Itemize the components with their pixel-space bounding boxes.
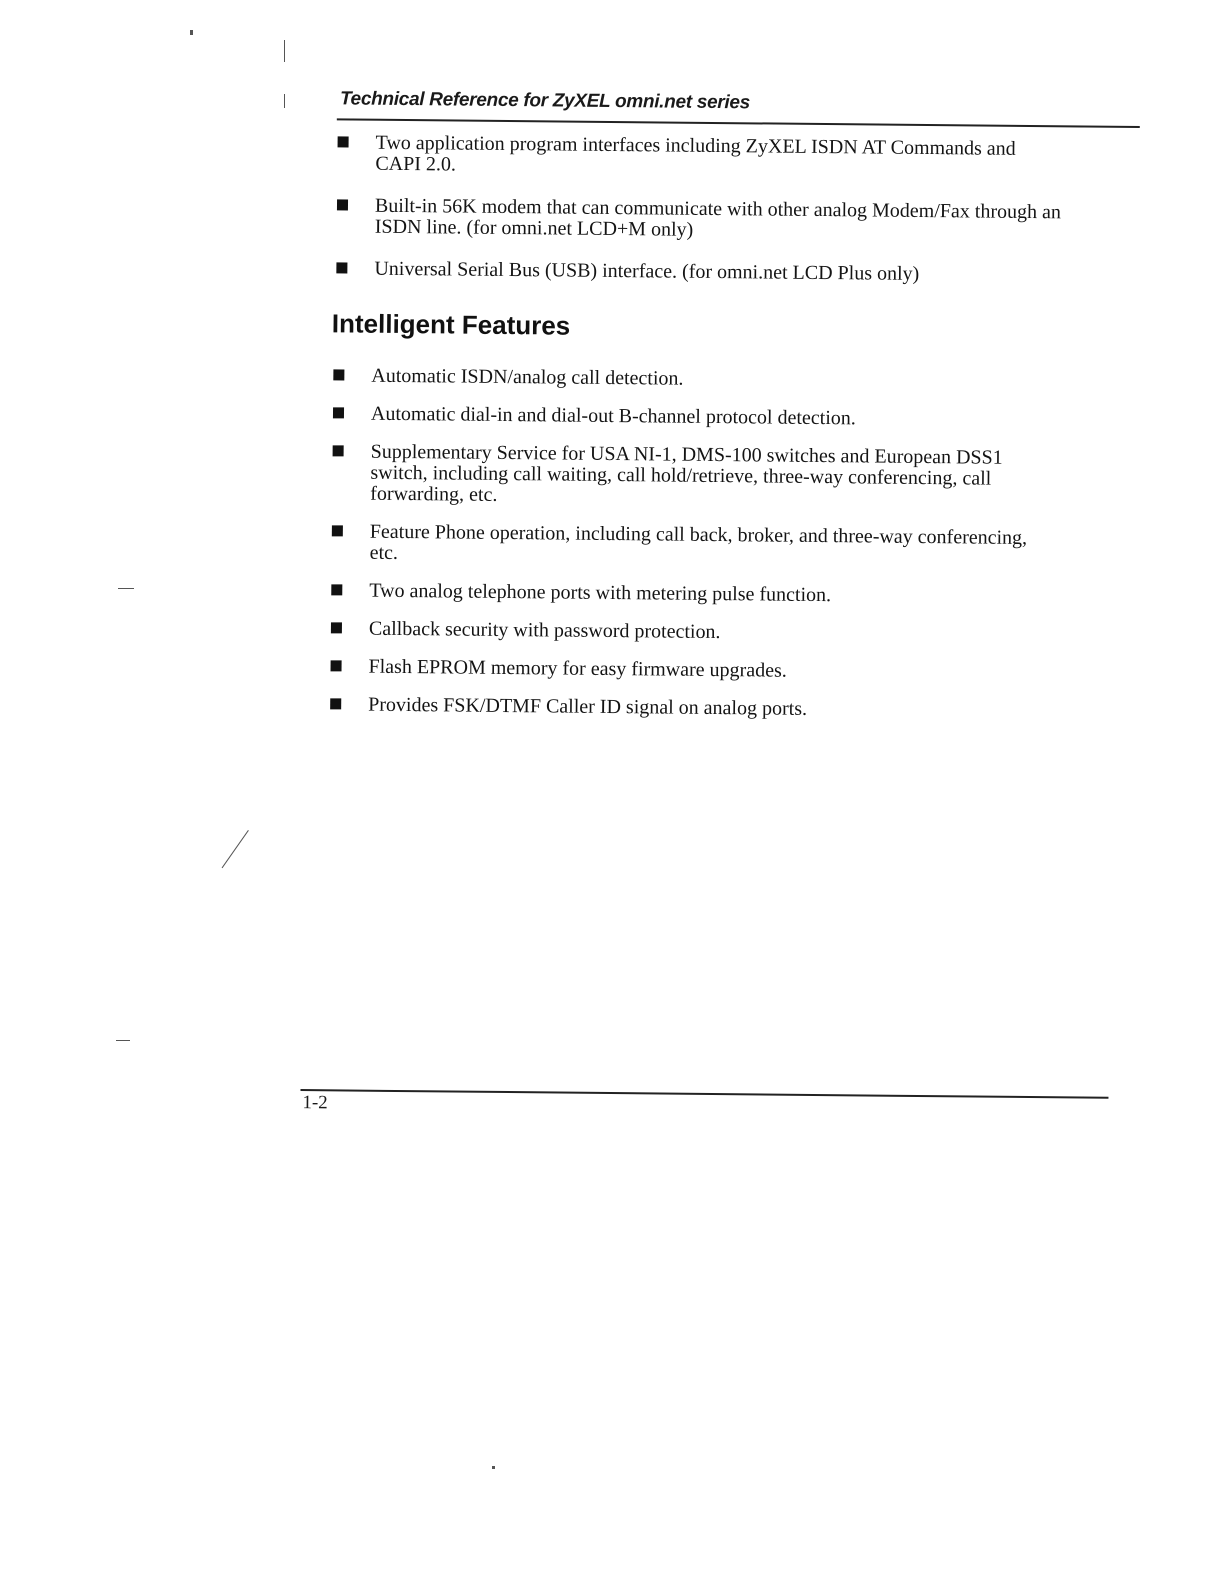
square-bullet-icon — [336, 262, 347, 273]
square-bullet-icon — [337, 199, 348, 210]
square-bullet-icon — [331, 660, 342, 671]
list-item — [331, 365, 1061, 393]
page-number: 1-2 — [302, 1092, 328, 1114]
list-item — [335, 132, 1065, 181]
header-rule — [337, 118, 1140, 128]
list-item-text: Two analog telephone ports with metering pulse function. — [369, 579, 832, 607]
list-item — [330, 521, 1060, 570]
list-item — [328, 656, 1058, 684]
list-item-text: Provides FSK/DTMF Caller ID signal on analog ports. — [368, 693, 808, 720]
list-item — [335, 195, 1065, 244]
list-item — [334, 258, 1064, 286]
square-bullet-icon — [333, 407, 344, 418]
square-bullet-icon — [332, 525, 343, 536]
list-item-text: Flash EPROM memory for easy firmware upgrades. — [368, 655, 787, 682]
running-header: Technical Reference for ZyXEL omni.net series — [339, 88, 751, 114]
list-item-text: Built-in 56K modem that can communicate with other analog Modem/Fax through an ISDN line. (for omni.net LCD+M only) — [374, 194, 1062, 241]
section-heading: Intelligent Features — [331, 308, 571, 341]
square-bullet-icon — [338, 136, 349, 147]
list-item-text: Automatic dial-in and dial-out B-channel protocol detection. — [370, 402, 856, 430]
list-item — [331, 403, 1061, 431]
list-item-text: Callback security with password protection. — [368, 617, 721, 644]
list-item-text: Automatic ISDN/analog call detection. — [371, 364, 684, 390]
list-item — [328, 694, 1058, 722]
features-bullet-list — [328, 365, 1061, 739]
list-item — [329, 618, 1059, 646]
square-bullet-icon — [333, 369, 344, 380]
list-item-text: Supplementary Service for USA NI-1, DMS-100 switches and European DSS1 switch, including call waiting, call hold/retrieve, three-way conferencing, call forwarding, etc. — [370, 440, 1003, 506]
list-item-text: Feature Phone operation, including call back, broker, and three-way conferencing, etc. — [369, 520, 1028, 564]
square-bullet-icon — [331, 584, 342, 595]
interface-bullet-list — [334, 132, 1066, 307]
square-bullet-icon — [333, 445, 344, 456]
square-bullet-icon — [330, 698, 341, 709]
square-bullet-icon — [331, 622, 342, 633]
list-item-text: Universal Serial Bus (USB) interface. (for omni.net LCD Plus only) — [374, 257, 920, 285]
footer-rule — [300, 1089, 1108, 1099]
list-item — [330, 441, 1061, 511]
list-item — [329, 580, 1059, 608]
list-item-text: Two application program interfaces including ZyXEL ISDN AT Commands and CAPI 2.0. — [375, 131, 1016, 176]
